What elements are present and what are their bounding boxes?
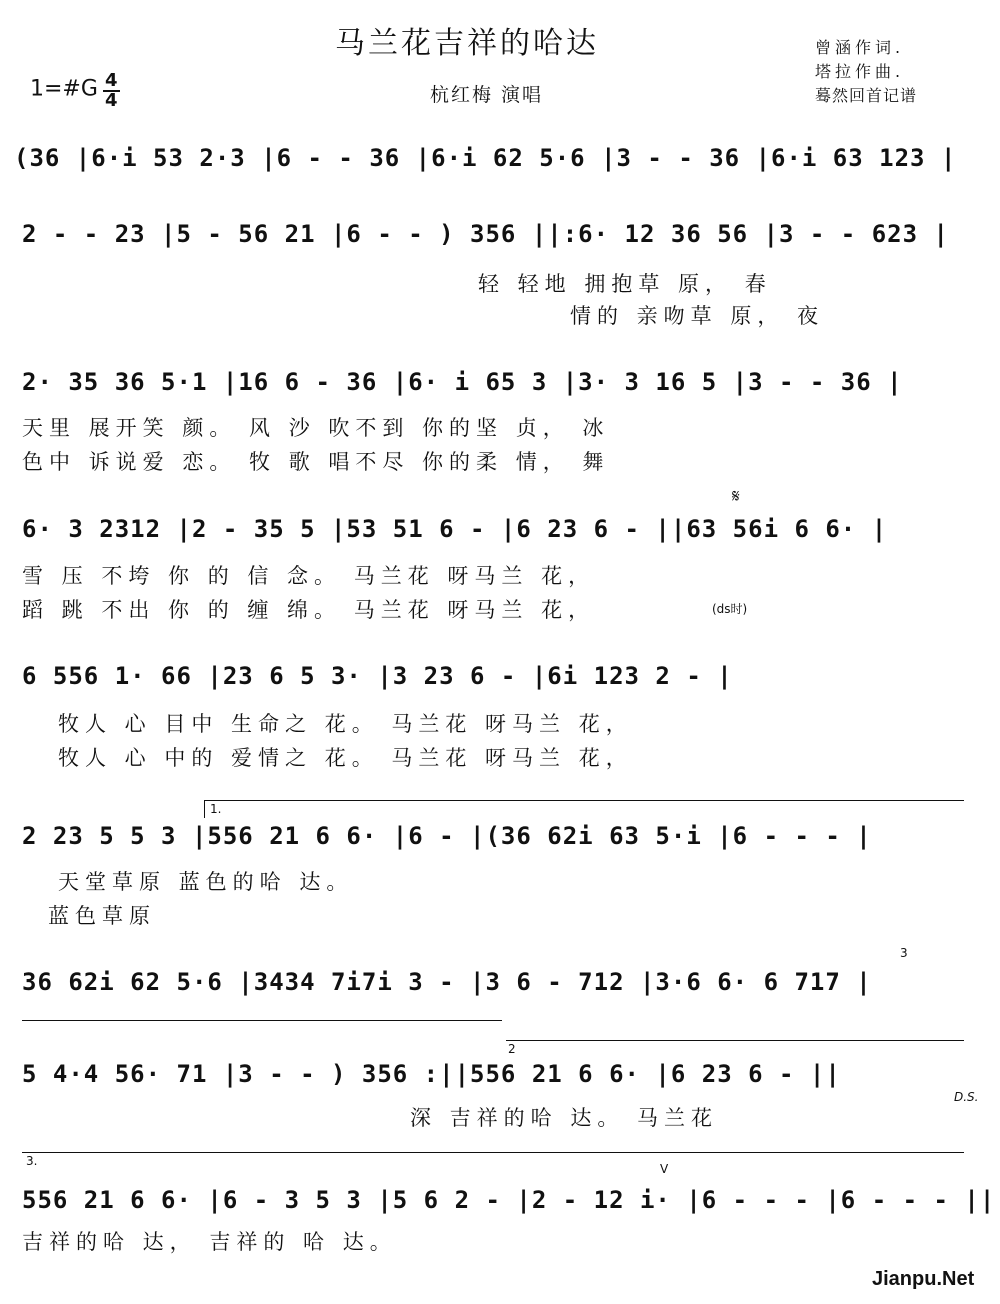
- system-4-lyric-1: 雪 压 不垮 你 的 信 念。 马兰花 呀马兰 花，: [22, 564, 596, 588]
- system-9-notes: 556 21 6 6· |6 - 3 5 3 |5 6 2 - |2 - 12 i· |6 - - - |6 - - - ||: [22, 1186, 996, 1214]
- volta-2-bracket: [506, 1040, 964, 1041]
- system-6-notes: 2 23 5 5 3 |556 21 6 6· |6 - |(36 62i 63 5·i |6 - - - |: [22, 822, 872, 850]
- system-4-notes: 6· 3 2312 |2 - 35 5 |53 51 6 - |6 23 6 - ||63 56i 6 6· |: [22, 515, 888, 543]
- breath-mark: V: [660, 1162, 669, 1176]
- volta-3-bracket: [22, 1152, 964, 1153]
- ds-mark: D.S.: [954, 1090, 979, 1104]
- watermark: Jianpu.Net: [872, 1268, 975, 1290]
- volta-2-label: 2: [508, 1042, 516, 1056]
- system-3-notes: 2· 35 36 5·1 |16 6 - 36 |6· i 65 3 |3· 3 16 5 |3 - - 36 |: [22, 368, 903, 396]
- system-4-lyric-2: 蹈 跳 不出 你 的 缠 绵。 马兰花 呀马兰 花，: [22, 598, 596, 622]
- system-5-notes: 6 556 1· 66 |23 6 5 3· |3 23 6 - |6i 123 2 - |: [22, 662, 733, 690]
- song-title: 马兰花吉祥的哈达: [335, 26, 599, 61]
- segno-mark: 𝄋: [732, 486, 740, 507]
- time-signature-top: 4: [105, 70, 118, 91]
- composer: 塔拉作曲.: [815, 62, 905, 81]
- system-9-lyric-1: 吉祥的哈 达， 吉祥的 哈 达。: [22, 1230, 397, 1254]
- system-8-lyric-1: 深 吉祥的哈 达。 马兰花: [410, 1106, 719, 1130]
- system-1-notes: (36 |6·i 53 2·3 |6 - - 36 |6·i 62 5·6 |3 - - 36 |6·i 63 123 |: [14, 144, 957, 172]
- system-2-lyric-2: 情的 亲吻草 原， 夜: [570, 304, 825, 328]
- system-2-notes: 2 - - 23 |5 - 56 21 |6 - - ) 356 ||:6· 12 36 56 |3 - - 623 |: [22, 220, 949, 248]
- system-8-notes: 5 4·4 56· 71 |3 - - ) 356 :||556 21 6 6· |6 23 6 - ||: [22, 1060, 841, 1088]
- system-3-lyric-2: 色中 诉说爱 恋。 牧 歌 唱不尽 你的柔 情， 舞: [22, 450, 610, 474]
- performer: 杭红梅 演唱: [430, 84, 544, 106]
- transcriber: 蓦然回首记谱: [815, 86, 918, 105]
- lyricist: 曾涵作词.: [815, 38, 905, 57]
- volta-1-bracket-left: [204, 800, 205, 818]
- volta-1-label: 1.: [210, 802, 222, 816]
- triplet-mark: 3: [900, 946, 908, 960]
- volta-1-bracket: [204, 800, 964, 801]
- ds-time-note: (ds时): [712, 602, 748, 616]
- key-signature: 1=#G: [30, 76, 98, 102]
- time-signature: [103, 72, 120, 110]
- time-signature-bottom: 4: [105, 90, 118, 111]
- system-6-lyric-2: 蓝色草原: [48, 904, 156, 928]
- system-7-notes: 36 62i 62 5·6 |3434 7i7i 3 - |3 6 - 712 |3·6 6· 6 717 |: [22, 968, 872, 996]
- credits: [815, 36, 917, 108]
- system-5-lyric-2: 牧人 心 中的 爱情之 花。 马兰花 呀马兰 花，: [58, 746, 633, 770]
- system-2-lyric-1: 轻 轻地 拥抱草 原， 春: [478, 272, 772, 296]
- tie-line-system-8: [22, 1020, 502, 1021]
- system-5-lyric-1: 牧人 心 目中 生命之 花。 马兰花 呀马兰 花，: [58, 712, 633, 736]
- volta-3-label: 3.: [26, 1154, 38, 1168]
- system-6-lyric-1: 天堂草原 蓝色的哈 达。: [58, 870, 354, 894]
- key-signature-block: [30, 72, 120, 110]
- system-3-lyric-1: 天里 展开笑 颜。 风 沙 吹不到 你的坚 贞， 冰: [22, 416, 610, 440]
